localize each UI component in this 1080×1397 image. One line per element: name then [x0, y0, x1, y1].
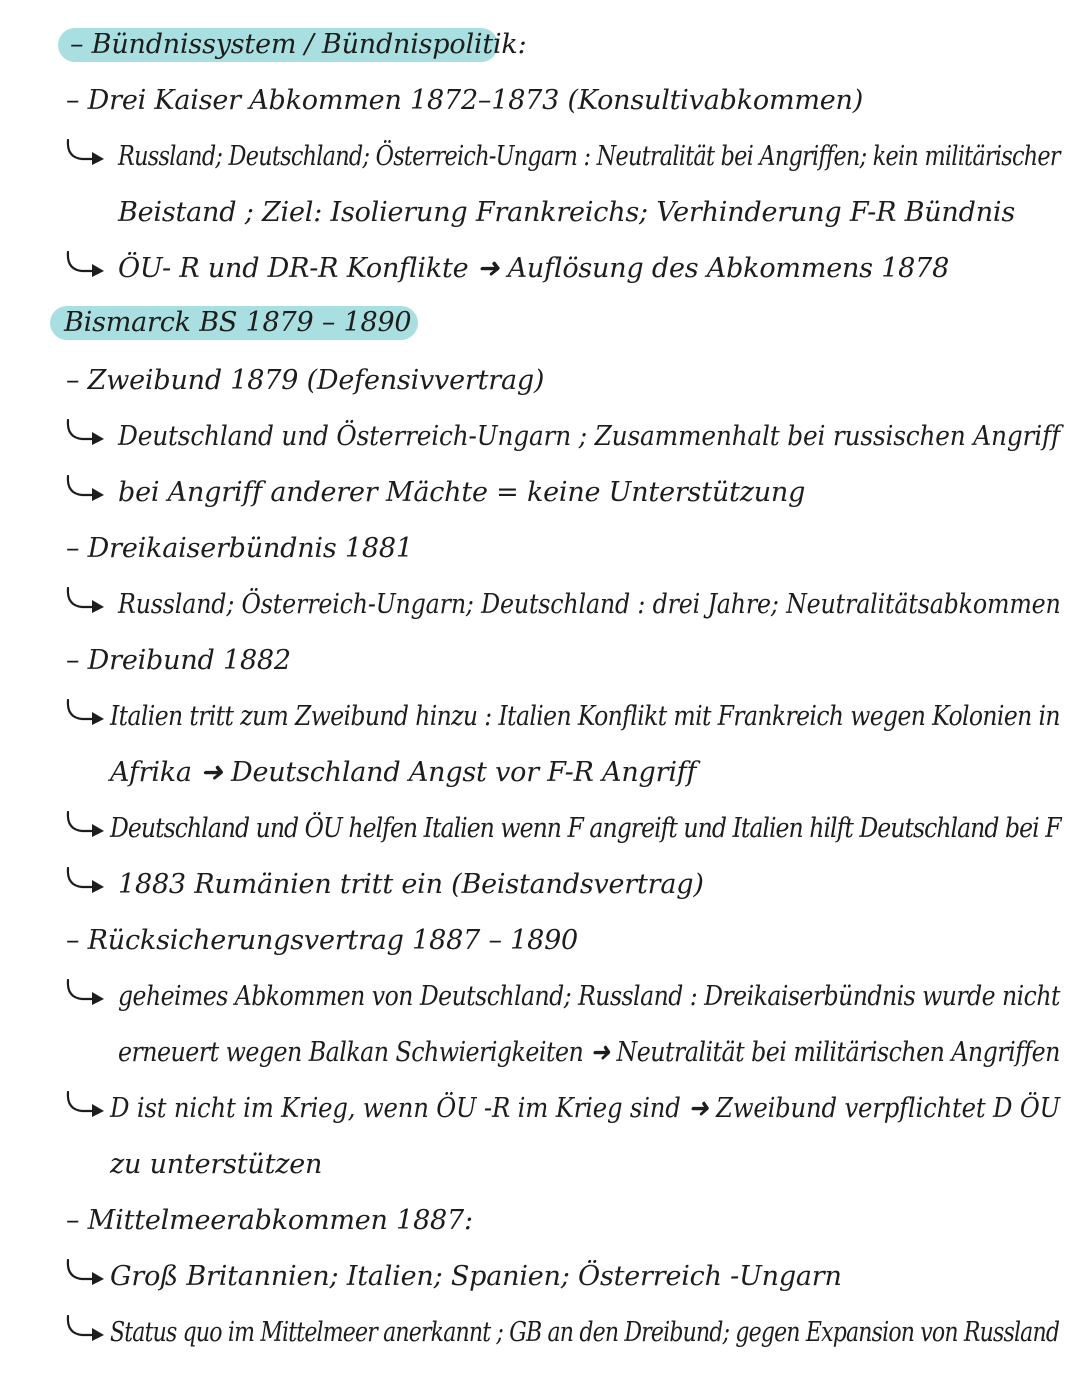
curved-arrow-icon: [64, 1258, 108, 1288]
curved-arrow-icon: [64, 1314, 108, 1344]
note-line: Deutschland und ÖU helfen Italien wenn F angreift und Italien hilft Deutschland bei F: [110, 813, 1061, 844]
curved-arrow-icon: [64, 1090, 108, 1120]
note-line: ÖU- R und DR-R Konflikte ➜ Auflösung des Abkommens 1878: [118, 253, 950, 284]
note-line: geheimes Abkommen von Deutschland; Russland : Dreikaiserbündnis wurde nicht: [118, 981, 1060, 1012]
curved-arrow-icon: [64, 866, 108, 896]
note-line: – Drei Kaiser Abkommen 1872–1873 (Konsultivabkommen): [66, 85, 864, 116]
note-line: D ist nicht im Krieg, wenn ÖU -R im Krieg sind ➜ Zweibund verpflichtet D ÖU: [110, 1093, 1060, 1124]
curved-arrow-icon: [64, 250, 108, 280]
note-line: bei Angriff anderer Mächte = keine Unterstützung: [118, 477, 806, 508]
note-line: Deutschland und Österreich-Ungarn ; Zusammenhalt bei russischen Angriff: [118, 421, 1060, 452]
note-line: Italien tritt zum Zweibund hinzu : Italien Konflikt mit Frankreich wegen Kolonien in: [110, 701, 1060, 732]
curved-arrow-icon: [64, 978, 108, 1008]
note-line: Russland; Österreich-Ungarn; Deutschland : drei Jahre; Neutralitätsabkommen: [118, 589, 1061, 620]
curved-arrow-icon: [64, 474, 108, 504]
note-line: – Mittelmeerabkommen 1887:: [66, 1205, 473, 1236]
section-heading: – Bündnissystem / Bündnispolitik:: [70, 29, 527, 60]
curved-arrow-icon: [64, 698, 108, 728]
note-line: zu unterstützen: [110, 1149, 323, 1180]
note-line: 1883 Rumänien tritt ein (Beistandsvertrag): [118, 869, 704, 900]
note-line: – Dreibund 1882: [66, 645, 291, 676]
note-line: Groß Britannien; Italien; Spanien; Österreich -Ungarn: [110, 1261, 842, 1292]
note-line: – Dreikaiserbündnis 1881: [66, 533, 413, 564]
note-line: Beistand ; Ziel: Isolierung Frankreichs; Verhinderung F-R Bündnis: [118, 197, 1015, 228]
curved-arrow-icon: [64, 418, 108, 448]
note-line: Afrika ➜ Deutschland Angst vor F-R Angriff: [110, 757, 697, 788]
section-heading: Bismarck BS 1879 – 1890: [64, 307, 412, 338]
curved-arrow-icon: [64, 138, 108, 168]
note-line: Status quo im Mittelmeer anerkannt ; GB an den Dreibund; gegen Expansion von Russland: [110, 1317, 1060, 1348]
curved-arrow-icon: [64, 586, 108, 616]
note-line: – Rücksicherungsvertrag 1887 – 1890: [66, 925, 579, 956]
note-line: – Zweibund 1879 (Defensivvertrag): [66, 365, 545, 396]
note-line: erneuert wegen Balkan Schwierigkeiten ➜ Neutralität bei militärischen Angriffen: [118, 1037, 1060, 1068]
curved-arrow-icon: [64, 810, 108, 840]
note-line: Russland; Deutschland; Österreich-Ungarn : Neutralität bei Angriffen; kein militärischer: [118, 141, 1060, 172]
